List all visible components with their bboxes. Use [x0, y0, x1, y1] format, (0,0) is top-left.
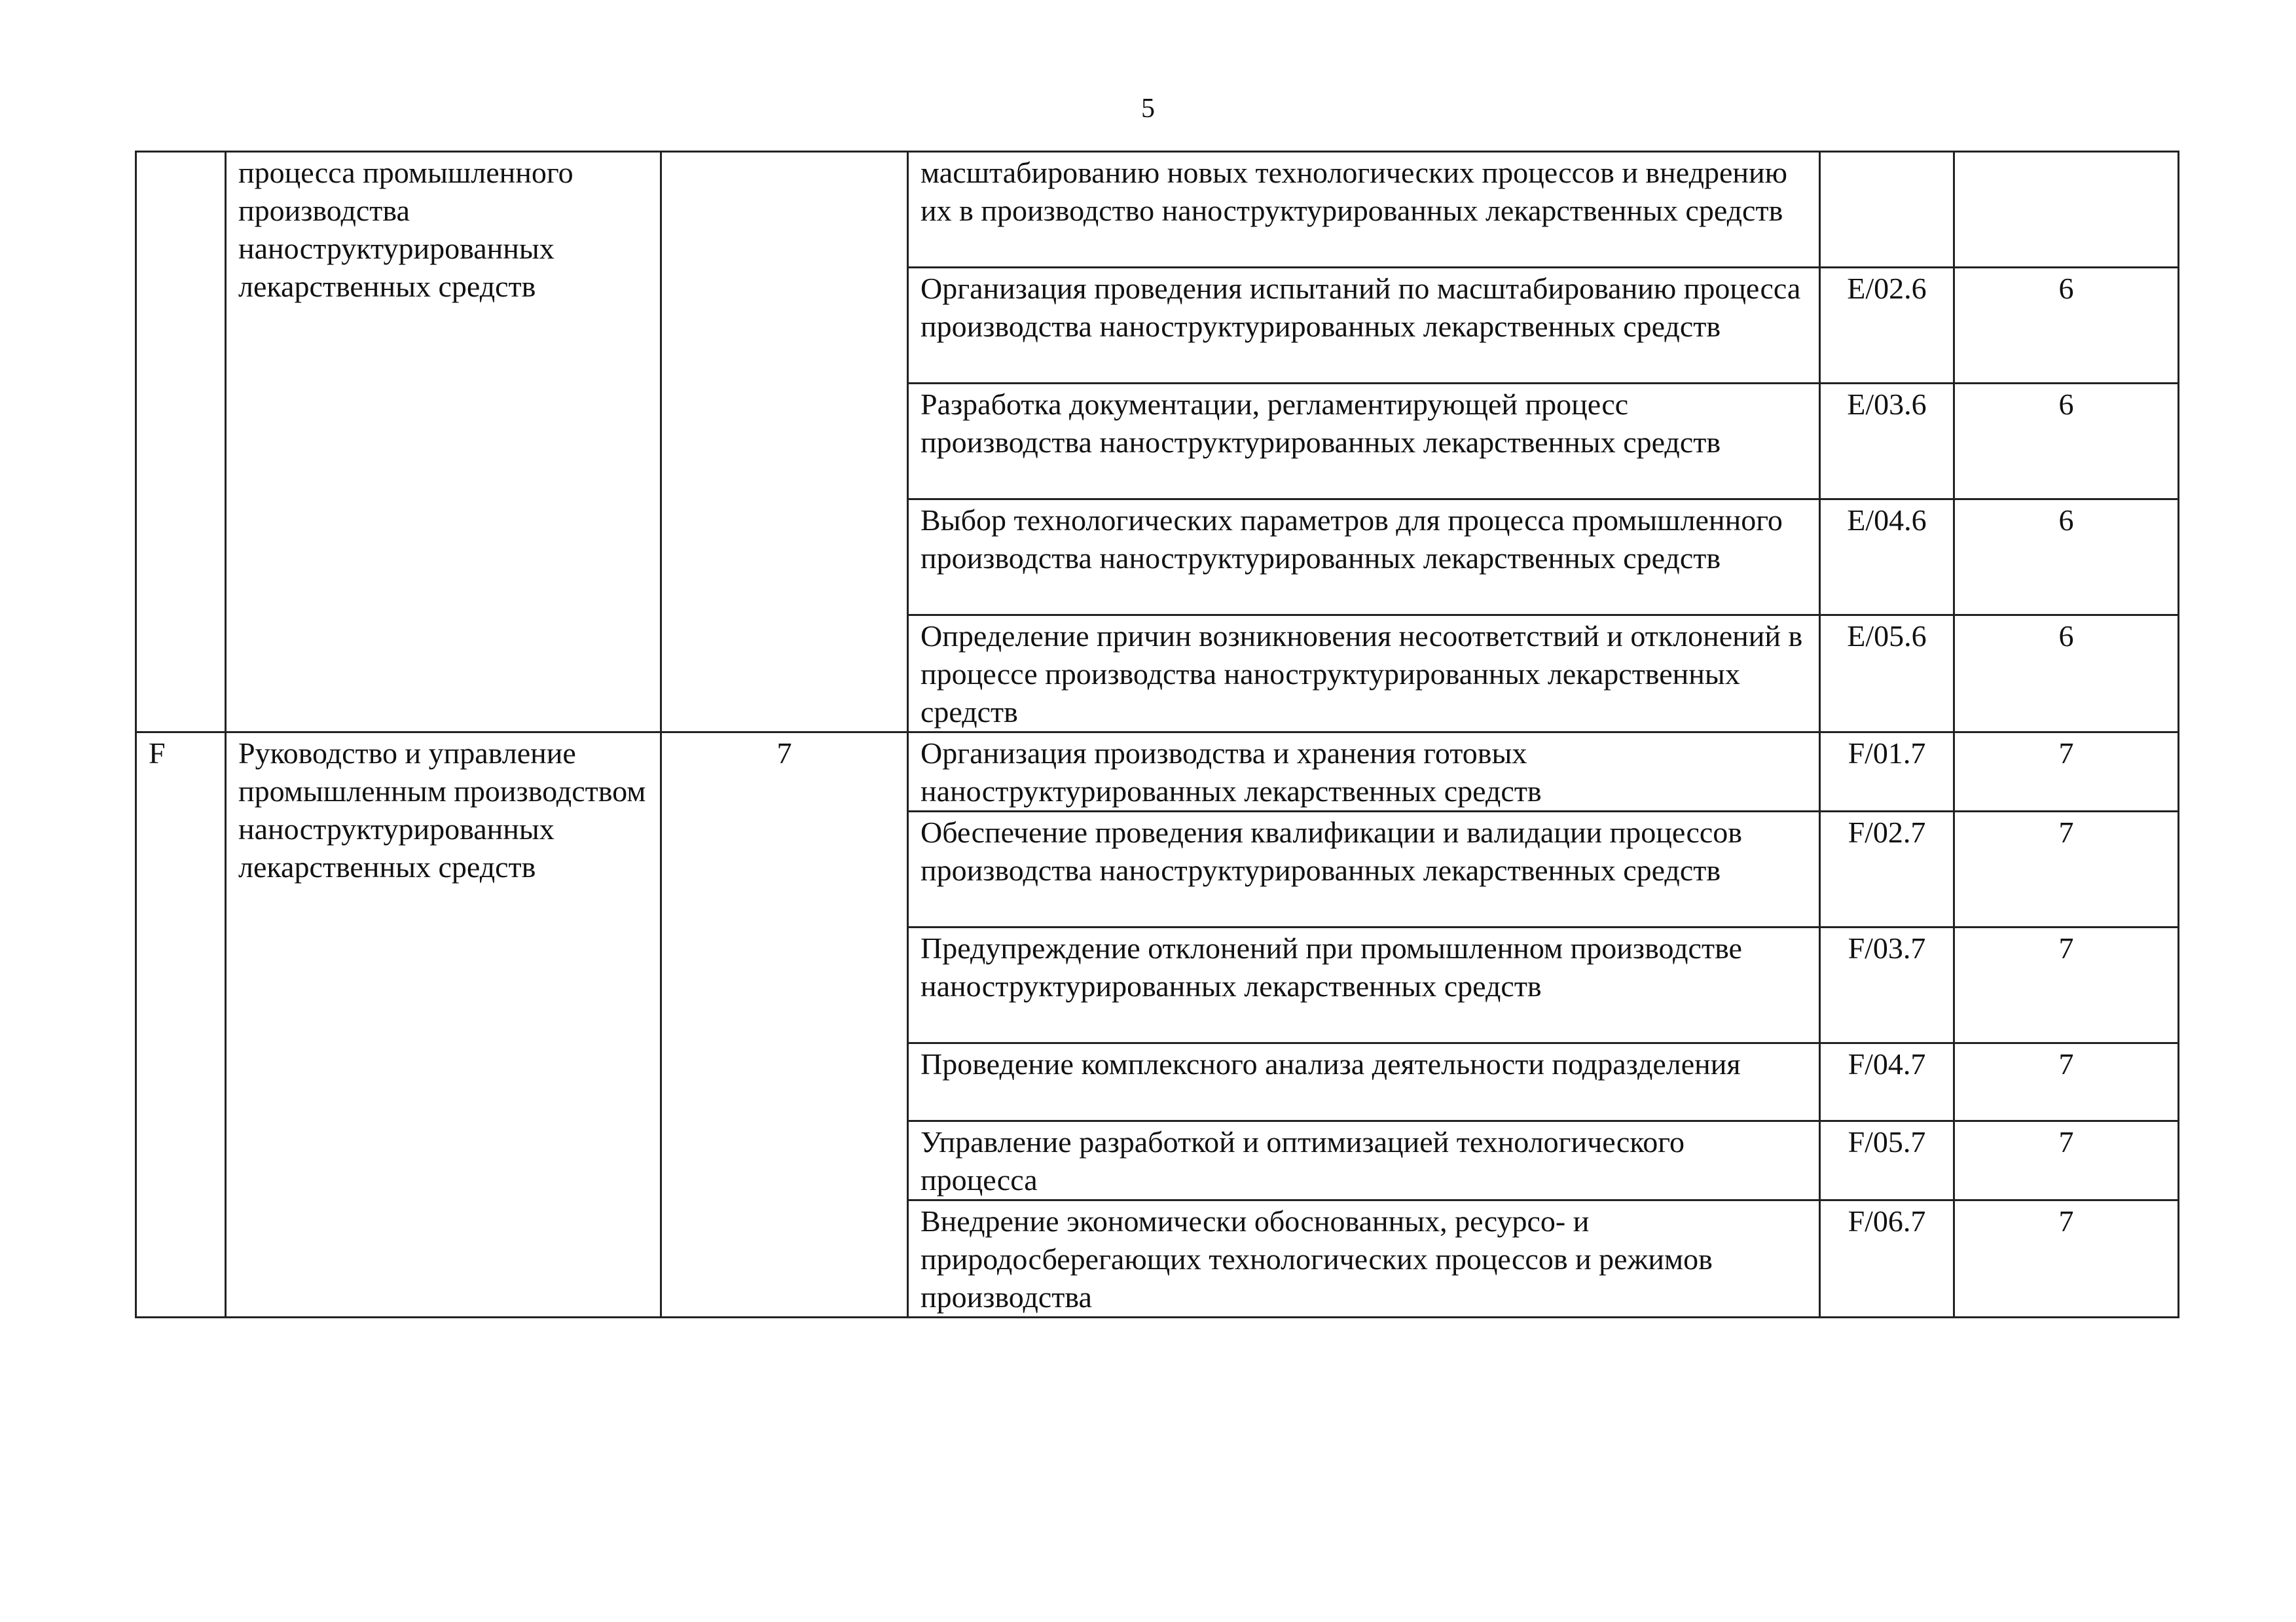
labor-function-name: Разработка документации, регламентирующей процесс производства наноструктурированных лекарственных средств: [908, 384, 1820, 499]
labor-function-name: Проведение комплексного анализа деятельности подразделения: [908, 1043, 1820, 1121]
generalized-function-code: [136, 152, 226, 732]
labor-function-name: Управление разработкой и оптимизацией технологического процесса: [908, 1121, 1820, 1200]
labor-function-code: F/04.7: [1820, 1043, 1954, 1121]
labor-function-name: Организация проведения испытаний по масштабированию процесса производства наноструктурированных лекарственных средств: [908, 268, 1820, 384]
generalized-function-name: процесса промышленного производства наноструктурированных лекарственных средств: [226, 152, 661, 732]
labor-function-name: Обеспечение проведения квалификации и валидации процессов производства наноструктурированных лекарственных средств: [908, 812, 1820, 928]
labor-function-level: 6: [1954, 384, 2179, 499]
labor-function-code: [1820, 152, 1954, 268]
labor-functions-table: [135, 151, 2179, 1318]
table-row: [136, 732, 2179, 812]
labor-function-name: Внедрение экономически обоснованных, ресурсо- и природосберегающих технологических процессов и режимов производства: [908, 1200, 1820, 1318]
labor-function-code: E/03.6: [1820, 384, 1954, 499]
labor-function-level: 7: [1954, 732, 2179, 812]
table-row: [136, 152, 2179, 268]
labor-function-code: E/04.6: [1820, 499, 1954, 615]
labor-function-code: F/05.7: [1820, 1121, 1954, 1200]
labor-function-name: Выбор технологических параметров для процесса промышленного производства наноструктурированных лекарственных средств: [908, 499, 1820, 615]
labor-function-level: 7: [1954, 812, 2179, 928]
labor-function-name: масштабированию новых технологических процессов и внедрению их в производство наноструктурированных лекарственных средств: [908, 152, 1820, 268]
labor-function-level: 7: [1954, 928, 2179, 1043]
labor-function-code: F/01.7: [1820, 732, 1954, 812]
labor-function-level: 7: [1954, 1200, 2179, 1318]
labor-function-level: 6: [1954, 499, 2179, 615]
labor-function-name: Предупреждение отклонений при промышленном производстве наноструктурированных лекарственных средств: [908, 928, 1820, 1043]
qualification-level: [661, 152, 908, 732]
qualification-level: 7: [661, 732, 908, 1318]
labor-function-code: E/05.6: [1820, 615, 1954, 732]
labor-function-name: Организация производства и хранения готовых наноструктурированных лекарственных средств: [908, 732, 1820, 812]
page-number: 5: [1141, 94, 1155, 124]
labor-function-level: 7: [1954, 1043, 2179, 1121]
labor-function-code: F/02.7: [1820, 812, 1954, 928]
generalized-function-code: F: [136, 732, 226, 1318]
labor-function-name: Определение причин возникновения несоответствий и отклонений в процессе производства наноструктурированных лекарственных средств: [908, 615, 1820, 732]
labor-function-code: F/06.7: [1820, 1200, 1954, 1318]
labor-function-level: [1954, 152, 2179, 268]
labor-function-level: 7: [1954, 1121, 2179, 1200]
labor-function-code: F/03.7: [1820, 928, 1954, 1043]
generalized-function-name: Руководство и управление промышленным производством наноструктурированных лекарственных средств: [226, 732, 661, 1318]
labor-function-code: E/02.6: [1820, 268, 1954, 384]
labor-function-level: 6: [1954, 268, 2179, 384]
labor-function-level: 6: [1954, 615, 2179, 732]
